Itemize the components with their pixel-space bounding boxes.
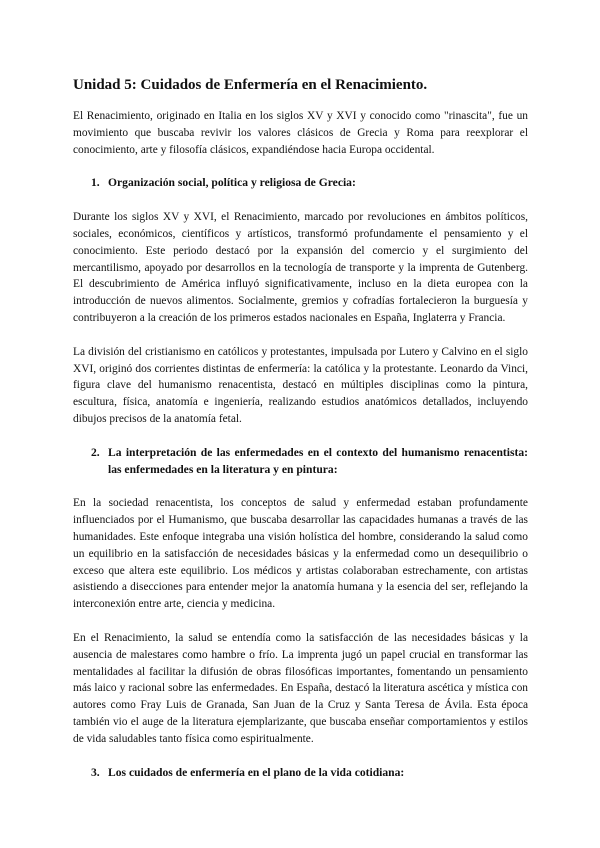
intro-paragraph: El Renacimiento, originado en Italia en los siglos XV y XVI y conocido como "rinascita", fue un movimiento que buscaba revivir los valores clásicos de Grecia y Roma para reexplorar el conocimiento, arte y filosofía clásicos, expandiéndose hacia Europa occidental. xyxy=(73,110,528,156)
document-title: Unidad 5: Cuidados de Enfermería en el Renacimiento. xyxy=(73,77,428,93)
section-heading-3 xyxy=(73,765,528,782)
section-number-3: 3. xyxy=(91,765,100,779)
section-heading-2 xyxy=(73,445,528,479)
section-title-2: La interpretación de las enfermedades en el contexto del humanismo renacentista: las enfermedades en la literatura y en pintura: xyxy=(108,445,528,476)
section-title-3: Los cuidados de enfermería en el plano de la vida cotidiana: xyxy=(108,765,405,779)
section-number-2: 2. xyxy=(91,445,100,459)
section-1-paragraph-1: Durante los siglos XV y XVI, el Renacimiento, marcado por revoluciones en ámbitos políticos, sociales, económicos, científicos y artísticos, transformó profundamente el pensamiento y el conocimiento. Este periodo destacó por la expansión del comercio y el surgimiento del mercantilismo, apoyado por desarrollos en la tecnología de transporte y la imprenta de Gutenberg. El descubrimiento de América influyó significativamente, incluso en la dieta europea con la introducción de nuevos alimentos. Socialmente, gremios y cofradías fortalecieron la burguesía y contribuyeron a la creación de los primeros estados nacionales en España, Inglaterra y Francia. xyxy=(73,211,528,324)
section-title-1: Organización social, política y religiosa de Grecia: xyxy=(108,176,356,190)
section-1-paragraph-2: La división del cristianismo en católicos y protestantes, impulsada por Lutero y Calvino en el siglo XVI, originó dos corrientes distintas de enfermería: la católica y la protestante. Leonardo da Vinci, figura clave del humanismo renacentista, destacó en múltiples disciplinas como la pintura, escultura, física, anatomía e ingeniería, realizando estudios anatómicos detallados, incluyendo dibujos precisos de la anatomía fetal. xyxy=(73,345,528,425)
section-2-paragraph-2: En el Renacimiento, la salud se entendía como la satisfacción de las necesidades básicas y la ausencia de malestares como hambre o frío. La imprenta jugó un papel crucial en transformar las mentalidades al facilitar la difusión de obras filosóficas importantes, fomentando un pensamiento más laico y racional sobre las enfermedades. En España, destacó la literatura ascética y mística con autores como Fray Luis de Granada, San Juan de la Cruz y Santa Teresa de Ávila. Esta época también vio el auge de la literatura ejemplarizante, que buscaba enseñar comportamientos y estilos de vida saludables tanto física como espiritualmente. xyxy=(73,631,528,745)
section-heading-1 xyxy=(73,175,528,192)
section-number-1: 1. xyxy=(91,176,100,190)
section-2-paragraph-1: En la sociedad renacentista, los conceptos de salud y enfermedad estaban profundamente influenciados por el Humanismo, que buscaba desarrollar las capacidades humanas a través de las humanidades. Este enfoque integraba una visión holística del hombre, considerando la salud como un equilibrio en la satisfacción de necesidades básicas y la enfermedad como un desequilibrio o exceso que altera este equilibrio. Los médicos y artistas colaboraban estrechamente, con artistas asistiendo a disecciones para entender mejor la anatomía humana y la esencia del ser, reflejando la interconexión entre arte, ciencia y medicina. xyxy=(73,497,528,611)
